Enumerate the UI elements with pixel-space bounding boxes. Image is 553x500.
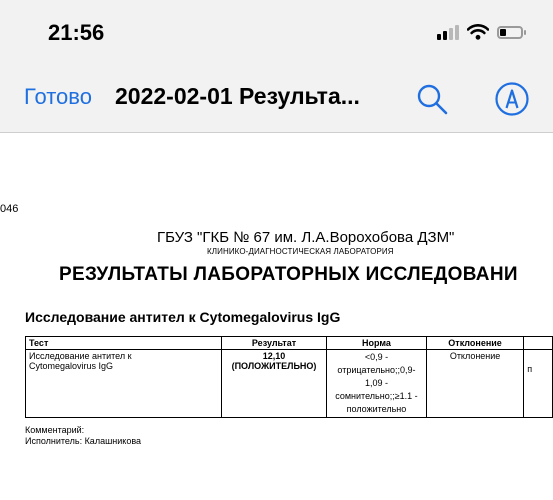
norm-line: сомнительно;;≥1.1 - [335,391,418,401]
organization-name: ГБУЗ "ГКБ № 67 им. Л.А.Ворохобова ДЗМ" [157,229,455,246]
result-label: (ПОЛОЖИТЕЛЬНО) [231,361,317,371]
comment-block [25,425,141,447]
document-number: 046 [0,203,19,215]
norm-line: положительно [346,404,407,414]
header-deviation: Отклонение [426,337,523,350]
status-icons [437,24,523,40]
table-header-row [26,337,553,350]
cell-result [222,350,327,418]
laboratory-name: КЛИНИКО-ДИАГНОСТИЧЕСКАЯ ЛАБОРАТОРИЯ [207,247,394,256]
header-test: Тест [26,337,222,350]
norm-line: отрицательно;;0,9- [337,365,416,375]
cell-extra [524,350,553,418]
done-button[interactable]: Готово [24,84,92,109]
status-bar [0,0,553,70]
cell-deviation: Отклонение [426,350,523,418]
markup-icon[interactable] [494,81,530,117]
norm-line: 1,09 - [364,378,388,388]
status-time: 21:56 [48,20,105,45]
cell-test [26,350,222,418]
document-view[interactable] [0,133,553,500]
test-name-line1: Исследование антител к [29,351,132,361]
document-title: 2022-02-01 Результа... [115,83,360,109]
navigation-bar [0,70,553,133]
test-name-line2: Cytomegalovirus IgG [29,361,114,371]
battery-icon [497,26,523,39]
comment-label: Комментарий: [25,425,85,435]
report-title: РЕЗУЛЬТАТЫ ЛАБОРАТОРНЫХ ИССЛЕДОВАНИ [59,264,518,285]
cell-norm [327,350,427,418]
extra-value: п [527,364,533,374]
executor-label: Исполнитель: Калашникова [25,436,142,446]
header-norm: Норма [327,337,427,350]
wifi-icon [467,24,489,40]
norm-line: <0,9 - [364,352,389,362]
table-row [26,350,553,418]
results-table [25,336,553,418]
header-extra [524,337,553,350]
header-result: Результат [222,337,327,350]
result-value: 12,10 [262,351,286,361]
section-title: Исследование антител к Cytomegalovirus IgG [25,309,341,325]
search-icon[interactable] [415,82,449,116]
signal-icon [437,24,459,40]
